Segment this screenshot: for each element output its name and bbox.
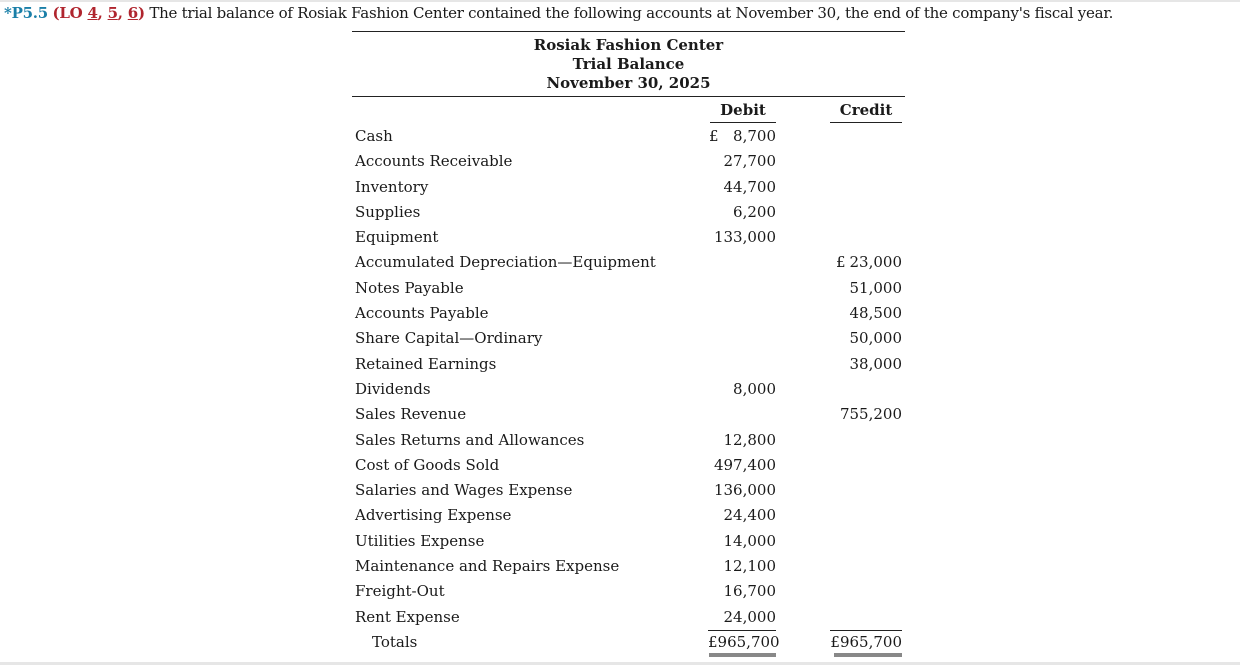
- account-name: Accounts Payable: [355, 304, 489, 323]
- top-divider: [0, 0, 1240, 2]
- debit-value: 12,800: [723, 430, 776, 449]
- account-name: Utilities Expense: [355, 531, 485, 550]
- account-name: Maintenance and Repairs Expense: [355, 557, 620, 576]
- problem-statement: [4, 4, 1113, 22]
- debit-value: 44,700: [723, 177, 776, 196]
- credit-amount: [822, 252, 902, 272]
- lo-link-6[interactable]: 6: [127, 4, 138, 22]
- account-rows: [352, 126, 912, 632]
- debit-total: £965,700: [708, 630, 776, 653]
- account-name: Freight-Out: [355, 582, 445, 601]
- header-top-rule: [352, 31, 905, 32]
- account-name: Dividends: [355, 379, 431, 398]
- credit-total: £965,700: [830, 630, 902, 653]
- account-name: Sales Returns and Allowances: [355, 430, 585, 449]
- account-name: Share Capital—Ordinary: [355, 329, 543, 348]
- debit-amount: [702, 556, 776, 576]
- credit-amount: [822, 404, 902, 424]
- credit-value: 755,200: [839, 405, 902, 424]
- debit-value: 8,700: [733, 127, 776, 145]
- debit-amount: [702, 430, 776, 450]
- debit-value: 14,000: [723, 531, 776, 550]
- account-name: Cash: [355, 127, 393, 145]
- debit-value: 133,000: [713, 228, 776, 247]
- table-row: [352, 607, 912, 632]
- debit-amount: [702, 505, 776, 525]
- lo-link-4[interactable]: 4: [87, 4, 98, 22]
- credit-total-double-rule: [834, 653, 902, 657]
- debit-value: 16,700: [723, 582, 776, 601]
- debit-amount: [702, 379, 776, 399]
- account-name: Salaries and Wages Expense: [355, 481, 573, 500]
- account-name: Retained Earnings: [355, 354, 497, 373]
- table-row: [352, 480, 912, 505]
- table-row: [352, 455, 912, 480]
- learning-objectives: (LO 4, 5, 6): [52, 4, 145, 22]
- account-name: Sales Revenue: [355, 405, 467, 424]
- credit-value: 51,000: [849, 278, 902, 297]
- debit-amount: [702, 126, 776, 146]
- table-row: [352, 556, 912, 581]
- debit-amount: [702, 531, 776, 551]
- table-row: [352, 151, 912, 176]
- debit-total-double-rule: [709, 653, 776, 657]
- debit-value: 24,000: [723, 607, 776, 626]
- table-row: [352, 202, 912, 227]
- header-bottom-rule: [352, 96, 905, 97]
- table-row: [352, 303, 912, 328]
- credit-value: 38,000: [849, 354, 902, 373]
- debit-amount: [702, 177, 776, 197]
- debit-value: 24,400: [723, 506, 776, 525]
- statement-date: November 30, 2025: [546, 74, 711, 92]
- table-row: [352, 252, 912, 277]
- credit-value: 48,500: [849, 304, 902, 323]
- debit-column-header: Debit: [710, 101, 776, 123]
- table-row: [352, 278, 912, 303]
- debit-amount: [702, 607, 776, 627]
- lo-prefix: (LO: [52, 4, 83, 22]
- debit-value: 8,000: [733, 379, 776, 398]
- debit-value: 12,100: [723, 557, 776, 576]
- credit-value: 50,000: [849, 329, 902, 348]
- table-row: [352, 531, 912, 556]
- account-name: Rent Expense: [355, 607, 460, 626]
- table-row: [352, 177, 912, 202]
- lo-link-5[interactable]: 5: [107, 4, 118, 22]
- credit-value: 23,000: [849, 253, 902, 272]
- credit-column-header: Credit: [830, 101, 902, 123]
- debit-amount: [702, 581, 776, 601]
- credit-amount: [822, 354, 902, 374]
- debit-value: 136,000: [713, 481, 776, 500]
- totals-label: Totals: [372, 633, 418, 651]
- table-row: [352, 404, 912, 429]
- account-name: Inventory: [355, 177, 429, 196]
- debit-amount: [702, 455, 776, 475]
- table-row: [352, 126, 912, 151]
- debit-value: 6,200: [733, 202, 776, 221]
- problem-id: *P5.5: [4, 4, 48, 22]
- company-name: Rosiak Fashion Center: [533, 36, 724, 54]
- debit-amount: [702, 227, 776, 247]
- statement-title: Trial Balance: [572, 55, 685, 73]
- account-name: Equipment: [355, 228, 439, 247]
- lo-suffix: ): [137, 4, 145, 22]
- table-row: [352, 581, 912, 606]
- credit-amount: [822, 278, 902, 298]
- credit-currency-symbol: £: [836, 253, 846, 272]
- table-row: [352, 430, 912, 455]
- account-name: Advertising Expense: [355, 506, 512, 525]
- account-name: Accounts Receivable: [355, 152, 513, 171]
- table-row: [352, 328, 912, 353]
- credit-amount: [822, 303, 902, 323]
- debit-amount: [702, 480, 776, 500]
- debit-value: 27,700: [723, 152, 776, 171]
- account-name: Supplies: [355, 202, 421, 221]
- account-name: Notes Payable: [355, 278, 464, 297]
- table-row: [352, 227, 912, 252]
- account-name: Accumulated Depreciation—Equipment: [355, 253, 656, 272]
- debit-amount: [702, 202, 776, 222]
- account-name: Cost of Goods Sold: [355, 455, 500, 474]
- problem-text: The trial balance of Rosiak Fashion Center contained the following accounts at November 30, the end of the company's fiscal year.: [149, 4, 1114, 22]
- debit-value: 497,400: [713, 455, 776, 474]
- table-row: [352, 379, 912, 404]
- credit-amount: [822, 328, 902, 348]
- table-row: [352, 505, 912, 530]
- debit-amount: [702, 151, 776, 171]
- table-row: [352, 354, 912, 379]
- debit-currency-symbol: £: [709, 127, 719, 145]
